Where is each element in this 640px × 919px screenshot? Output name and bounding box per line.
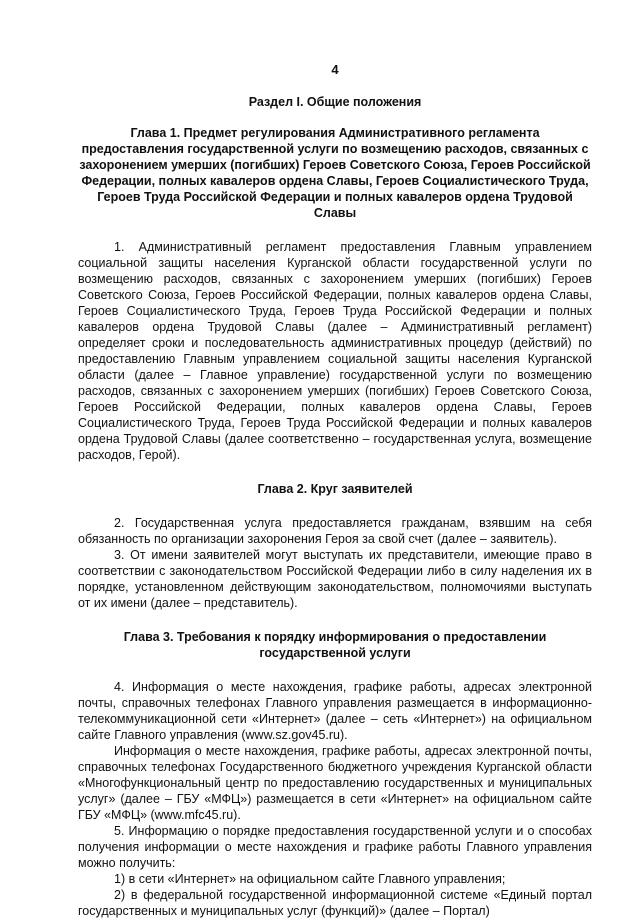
page-number: 4 [331, 62, 339, 77]
section-title: Раздел I. Общие положения [248, 95, 422, 109]
paragraph-5-item-1: 1) в сети «Интернет» на официальном сайте Главного управления; [114, 872, 506, 886]
chapter-2-title: Глава 2. Круг заявителей [257, 482, 413, 496]
paragraph-3: 3. От имени заявителей могут выступать их представители, имеющие право в соответствии с законодательством Российской Федерации либо в силу наделения их в порядке, установленном действующим законодательством, полномочиями выступать от их имени (далее – представитель). [78, 548, 592, 610]
spacer [78, 463, 592, 481]
paragraph-4: 4. Информация о месте нахождения, графике работы, адресах электронной почты, справочных телефонах Главного управления размещается в информационно-телекоммуникационной сети «Интернет» (далее – сеть «Интернет») на официальном сайте Главного управления (www.sz.gov45.ru). [78, 680, 592, 742]
paragraph-5-item-2: 2) в федеральной государственной информационной системе «Единый портал государственных и муниципальных услуг (функций)» (далее – Портал) [78, 888, 592, 918]
paragraph-4b: Информация о месте нахождения, графике работы, адресах электронной почты, справочных телефонах Государственного бюджетного учреждения Курганской области «Многофункциональный центр по предоставлению государственных и муниципальных услуг» (далее – ГБУ «МФЦ») размещается в сети «Интернет» на официальном сайте ГБУ «МФЦ» (www.mfc45.ru). [78, 744, 592, 822]
paragraph-2: 2. Государственная услуга предоставляется гражданам, взявшим на себя обязанность по организации захоронения Героя за свой счет (далее – заявитель). [78, 516, 592, 546]
paragraph-5: 5. Информацию о порядке предоставления государственной услуги и о способах получения информации о месте нахождения и графике работы Главного управления можно получить: [78, 824, 592, 870]
chapter-1-title: Глава 1. Предмет регулирования Административного регламента предоставления государственной услуги по возмещению расходов, связанных с захоронением умерших (погибших) Героев Советского Союза, Героев Российской Федерации, полных кавалеров ордена Славы, Героев Социалистического Труда, Героев Труда Российской Федерации и полных кавалеров ордена Трудовой Славы [79, 126, 591, 220]
spacer [78, 611, 592, 629]
chapter-3-title: Глава 3. Требования к порядку информирования о предоставлении государственной услуги [123, 630, 547, 660]
paragraph-1: 1. Административный регламент предоставления Главным управлением социальной защиты населения Курганской области государственной услуги по возмещению расходов, связанных с захоронением умерших (погибших) Героев Советского Союза, Героев Российской Федерации, полных кавалеров ордена Славы, Героев Социалистического Труда, Героев Труда Российской Федерации и полных кавалеров ордена Трудовой Славы (далее – Административный регламент) определяет сроки и последовательность административных процедур (действий) по предоставлению Главным управлением социальной защиты населения Курганской области (далее – Главное управление) государственной услуги по возмещению расходов, связанных с захоронением умерших (погибших) Героев Советского Союза, Героев Российской Федерации, полных кавалеров ордена Славы, Героев Социалистического Труда, Героев Труда Российской Федерации и полных кавалеров ордена Трудовой Славы (далее соответственно – государственная услуга, возмещение расходов, Герой). [78, 240, 592, 462]
